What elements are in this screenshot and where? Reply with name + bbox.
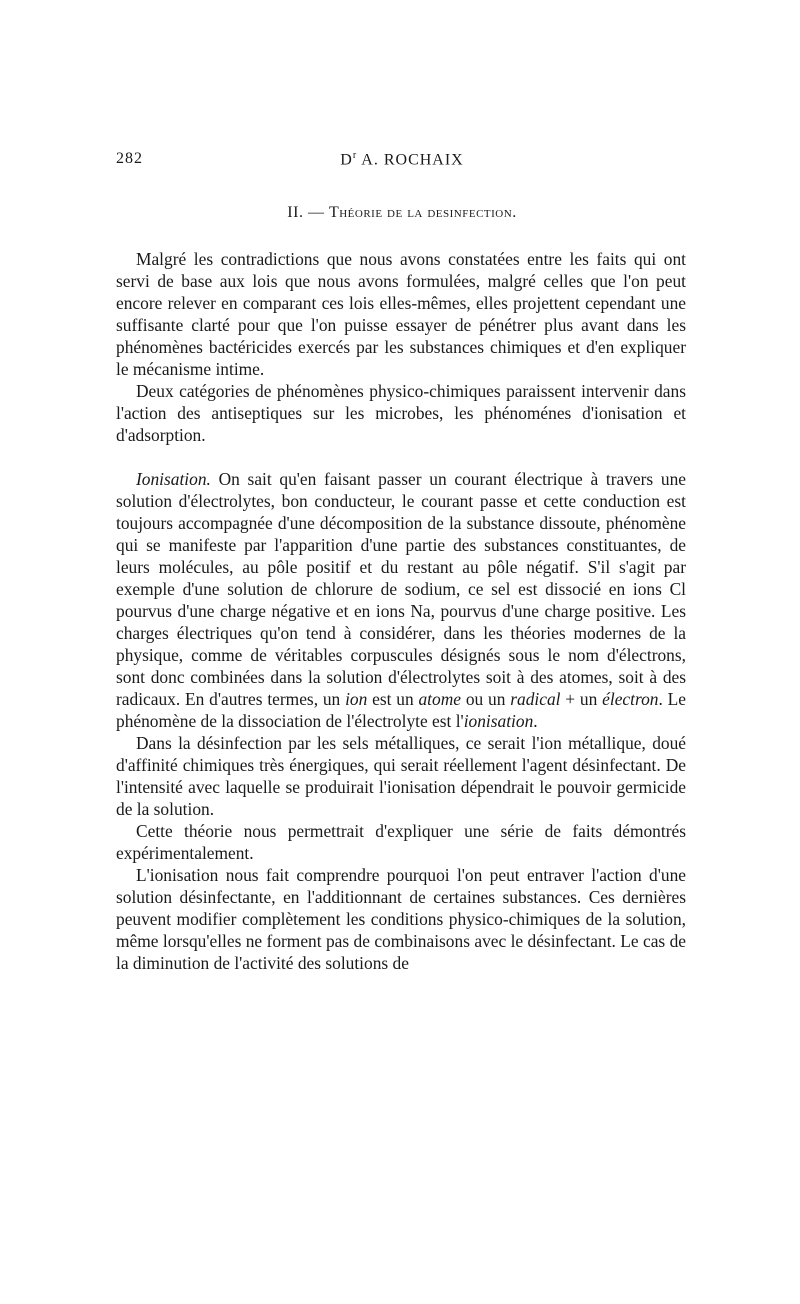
section-heading <box>116 204 688 222</box>
term-ion: ion <box>345 689 368 709</box>
paragraph-ionisation <box>116 468 686 732</box>
ionisation-text-b: est un <box>367 689 419 709</box>
term-radical: radical <box>510 689 561 709</box>
ionisation-text-e: . Le phénomène de la dissociation de l'électrolyte est l' <box>116 689 686 731</box>
running-title-superscript: r <box>352 150 358 161</box>
paragraph-categories: Deux catégories de phénomènes physico-chimiques paraissent intervenir dans l'action des antiseptiques sur les microbes, les phénoménes d'ionisation et d'adsorption. <box>116 381 686 445</box>
ionisation-text-f: . <box>533 711 538 731</box>
ionisation-text-a: On sait qu'en faisant passer un courant électrique à travers une solution d'électrolytes, bon conducteur, le courant passe et cette conduction est toujours accompagnée d'une décomposition de la substance dissoute, phénomène qui se manifeste par l'apparition d'une partie des substances constituantes, de leurs molécules, au pôle positif et du restant au pôle négatif. S'il s'agit par exemple d'une solution de chlorure de sodium, ce sel est dissocié en ions Cl pourvus d'une charge négative et en ions Na, pourvus d'une charge positive. Les charges électriques qu'on tend à considérer, dans les théories modernes de la physique, comme de véritables corpuscules désignés sous le nom d'électrons, sont donc combinées dans la solution d'électrolytes soit à des atomes, soit à des radicaux. En d'autres termes, un <box>116 469 686 709</box>
running-title-prefix: D <box>340 151 353 169</box>
ionisation-text-d: + un <box>560 689 603 709</box>
term-electron: électron <box>602 689 659 709</box>
ionisation-heading: Ionisation. <box>136 469 211 489</box>
paragraph-theory: Cette théorie nous permettrait d'expliquer une série de faits démontrés expérimentalement. <box>116 821 686 863</box>
running-title-author: A. ROCHAIX <box>357 151 464 169</box>
running-title <box>116 150 688 169</box>
ionisation-text-c: ou un <box>461 689 511 709</box>
paragraph-intro: Malgré les contradictions que nous avons constatées entre les faits qui ont servi de base aux lois que nous avons formulées, malgré celles que l'on peut encore relever en comparant ces lois elles-mêmes, elles projettent cependant une suffisante clarté pour que l'on puisse essayer de pénétrer plus avant dans les phénomènes bactéricides exercés par les substances chimiques et d'en expliquer le mécanisme intime. <box>116 249 686 379</box>
term-ionisation: ionisation <box>463 711 534 731</box>
section-number: II. — <box>287 204 329 221</box>
body-text <box>116 248 686 974</box>
term-atome: atome <box>418 689 461 709</box>
page-number: 282 <box>116 150 143 167</box>
paragraph-metallic-salts: Dans la désinfection par les sels métalliques, ce serait l'ion métallique, doué d'affinité chimiques très énergiques, qui serait réellement l'agent désinfectant. De l'intensité avec laquelle se produirait l'ionisation dépendrait le pouvoir germicide de la solution. <box>116 733 686 819</box>
paragraph-substances: L'ionisation nous fait comprendre pourquoi l'on peut entraver l'action d'une solution désinfectante, en l'additionnant de certaines substances. Ces dernières peuvent modifier complètement les conditions physico-chimiques de la solution, même lorsqu'elles ne forment pas de combinaisons avec le désinfectant. Le cas de la diminution de l'activité des solutions de <box>116 865 686 973</box>
section-title: Théorie de la desinfection. <box>328 204 517 221</box>
